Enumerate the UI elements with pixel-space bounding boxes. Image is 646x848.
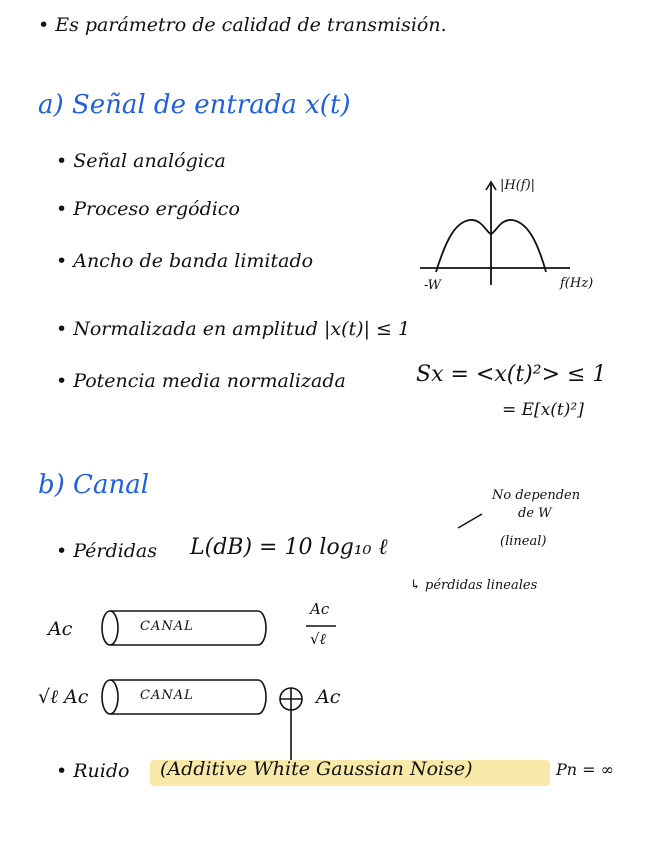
- sx-formula-expectation: = E[x(t)²]: [502, 400, 584, 420]
- channel2-label: CANAL: [140, 688, 194, 703]
- top-line-text: Es parámetro de calidad de transmisión.: [55, 14, 447, 36]
- noise-label: • Ruido: [56, 760, 130, 782]
- losses-line: • Pérdidas: [56, 540, 157, 562]
- graph-x-label: f(Hz): [560, 276, 594, 291]
- bullet-normalized-power: • Potencia media normalizada: [56, 370, 346, 392]
- channel1-input: Ac: [48, 618, 73, 640]
- channel2-output: Ac: [316, 686, 341, 708]
- noise-power: Pn = ∞: [556, 760, 614, 779]
- losses-formula: L(dB) = 10 log₁₀ ℓ: [190, 535, 388, 560]
- noise-highlight-text: (Additive White Gaussian Noise): [160, 758, 473, 780]
- fraction-numerator: Ac: [310, 600, 330, 618]
- section-b-heading: b) Canal: [38, 470, 150, 500]
- channel2-input: √ℓ Ac: [38, 686, 89, 708]
- section-a-heading: a) Señal de entrada x(t): [38, 90, 351, 120]
- sx-formula: Sx = <x(t)²> ≤ 1: [416, 362, 607, 387]
- note-lineal: (lineal): [500, 534, 547, 549]
- note-no-dependen: No dependen: [492, 488, 581, 503]
- note-linear-losses: ↳ pérdidas lineales: [410, 578, 538, 593]
- bullet-bandwidth: • Ancho de banda limitado: [56, 250, 314, 272]
- top-line: • Es parámetro de calidad de transmisión.: [38, 14, 447, 36]
- graph-neg-w-label: -W: [424, 278, 442, 293]
- bullet-analog: • Señal analógica: [56, 150, 226, 172]
- bullet-normalized-amplitude: • Normalizada en amplitud |x(t)| ≤ 1: [56, 318, 411, 340]
- channel1-label: CANAL: [140, 619, 194, 634]
- note-de-w: de W: [518, 506, 552, 521]
- graph-y-label: |H(f)|: [500, 178, 536, 193]
- fraction-denominator: √ℓ: [310, 630, 326, 648]
- bullet-ergodic: • Proceso ergódico: [56, 198, 240, 220]
